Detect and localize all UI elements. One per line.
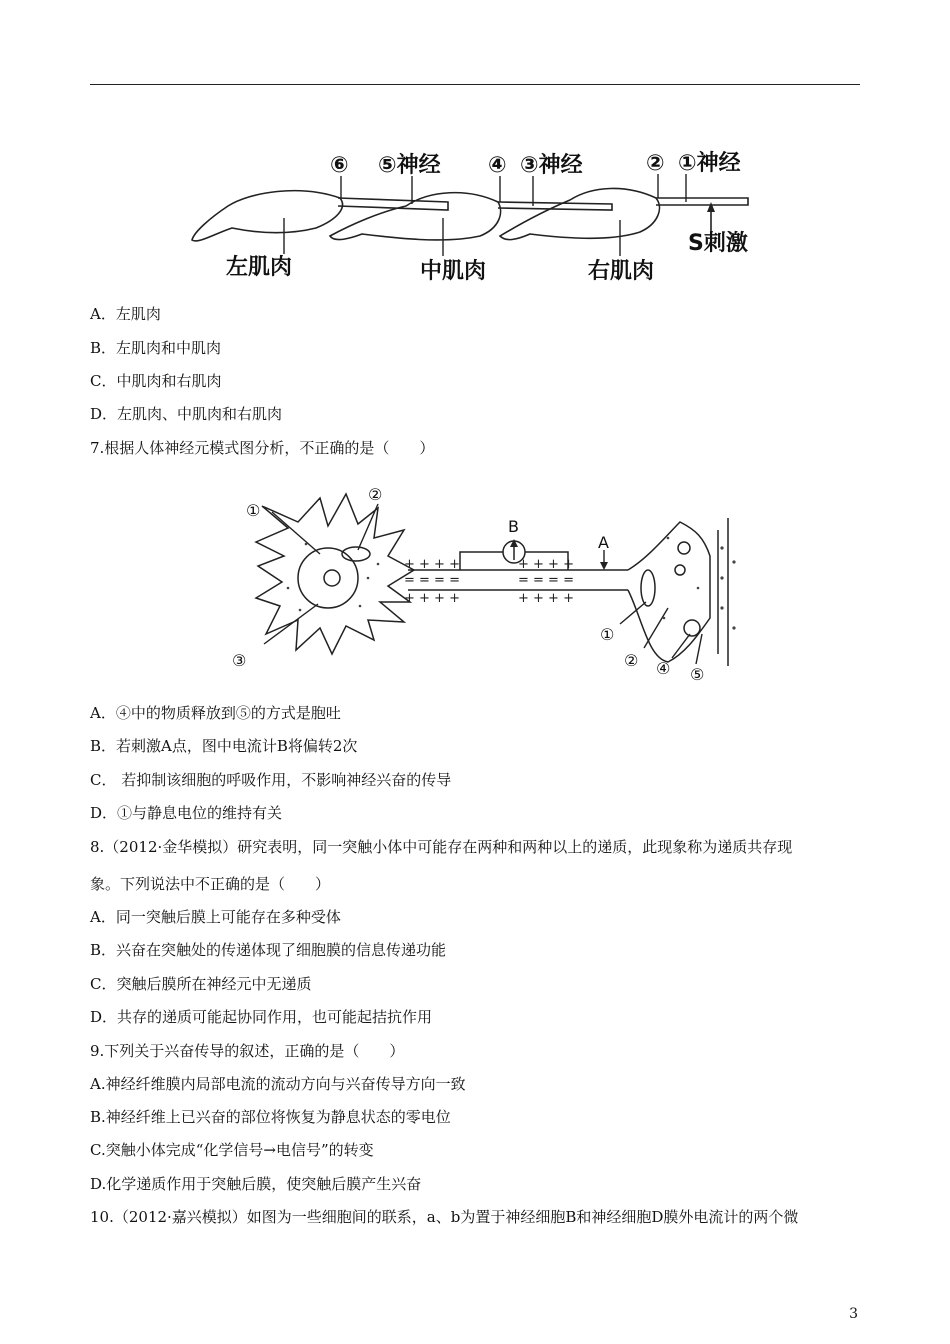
fig1-label-5-nerve: ⑤神经 (378, 153, 441, 178)
header-rule (90, 84, 860, 85)
fig1-label-left-muscle: 左肌肉 (226, 255, 293, 280)
q9-option-a: A.神经纤维膜内局部电流的流动方向与兴奋传导方向一致 (90, 1075, 466, 1093)
fig2-label-B: B (508, 517, 519, 536)
q9-option-b: B.神经纤维上已兴奋的部位将恢复为静息状态的零电位 (90, 1108, 451, 1126)
q10-stem: 10.（2012·嘉兴模拟）如图为一些细胞间的联系，a、b为置于神经细胞B和神经细胞D膜外电流计的两个微 (90, 1208, 799, 1226)
q6-option-c: C．中肌肉和右肌肉 (90, 372, 222, 390)
fig2-label-c3: ③ (232, 651, 247, 670)
q6-option-b: B．左肌肉和中肌肉 (90, 339, 222, 357)
fig2-label-c2: ② (368, 485, 383, 504)
q9-stem: 9.下列关于兴奋传导的叙述，正确的是（ ） (90, 1042, 405, 1060)
q6-option-d: D．左肌肉、中肌肉和右肌肉 (90, 405, 283, 423)
fig2-label-c1: ① (246, 501, 261, 520)
svg-text:+ + + +: + + + + (404, 557, 460, 572)
fig2-label-A: A (598, 533, 609, 552)
q8-stem-line1: 8.（2012·金华模拟）研究表明，同一突触小体中可能存在两种和两种以上的递质，此现象称为递质共存现 (90, 838, 793, 856)
q6-option-a: A．左肌肉 (90, 305, 161, 323)
q8-option-d: D．共存的递质可能起协同作用，也可能起拮抗作用 (90, 1008, 433, 1026)
neuron-figure (228, 478, 748, 688)
svg-text:+ + + +: + + + + (404, 591, 460, 606)
q8-option-c: C．突触后膜所在神经元中无递质 (90, 975, 312, 993)
svg-text:= = = =: = = = = (518, 573, 574, 588)
svg-text:+ + + +: + + + + (518, 557, 574, 572)
nerve-muscle-figure (180, 140, 780, 290)
fig2-label-r5: ⑤ (690, 665, 705, 684)
fig2-label-r1: ① (600, 625, 615, 644)
fig1-label-4: ④ (488, 153, 507, 178)
page-number: 3 (849, 1306, 858, 1322)
q9-option-c: C.突触小体完成“化学信号→电信号”的转变 (90, 1141, 374, 1159)
q8-stem-line2: 象。下列说法中不正确的是（ ） (90, 875, 331, 893)
q8-option-b: B．兴奋在突触处的传递体现了细胞膜的信息传递功能 (90, 941, 447, 959)
fig2-label-r4: ④ (656, 659, 671, 678)
svg-text:+ + + +: + + + + (518, 591, 574, 606)
q9-option-d: D.化学递质作用于突触后膜，使突触后膜产生兴奋 (90, 1175, 422, 1193)
q7-stem: 7.根据人体神经元模式图分析，不正确的是（ ） (90, 439, 435, 457)
svg-text:= = = =: = = = = (404, 573, 460, 588)
fig1-label-middle-muscle: 中肌肉 (420, 259, 487, 284)
q7-option-b: B．若刺激A点，图中电流计B将偏转2次 (90, 737, 358, 755)
fig1-label-3-nerve: ③神经 (520, 153, 583, 178)
q7-option-a: A．④中的物质释放到⑤的方式是胞吐 (90, 704, 341, 722)
q7-option-d: D．①与静息电位的维持有关 (90, 804, 283, 822)
fig1-label-6: ⑥ (330, 153, 349, 178)
q7-option-c: C． 若抑制该细胞的呼吸作用，不影响神经兴奋的传导 (90, 771, 452, 789)
fig1-label-2: ② (646, 151, 665, 176)
q8-option-a: A．同一突触后膜上可能存在多种受体 (90, 908, 341, 926)
fig1-label-1-nerve: ①神经 (678, 151, 741, 176)
fig1-label-stimulus: S刺激 (688, 231, 748, 256)
fig2-label-r2: ② (624, 651, 639, 670)
fig1-label-right-muscle: 右肌肉 (588, 259, 655, 284)
